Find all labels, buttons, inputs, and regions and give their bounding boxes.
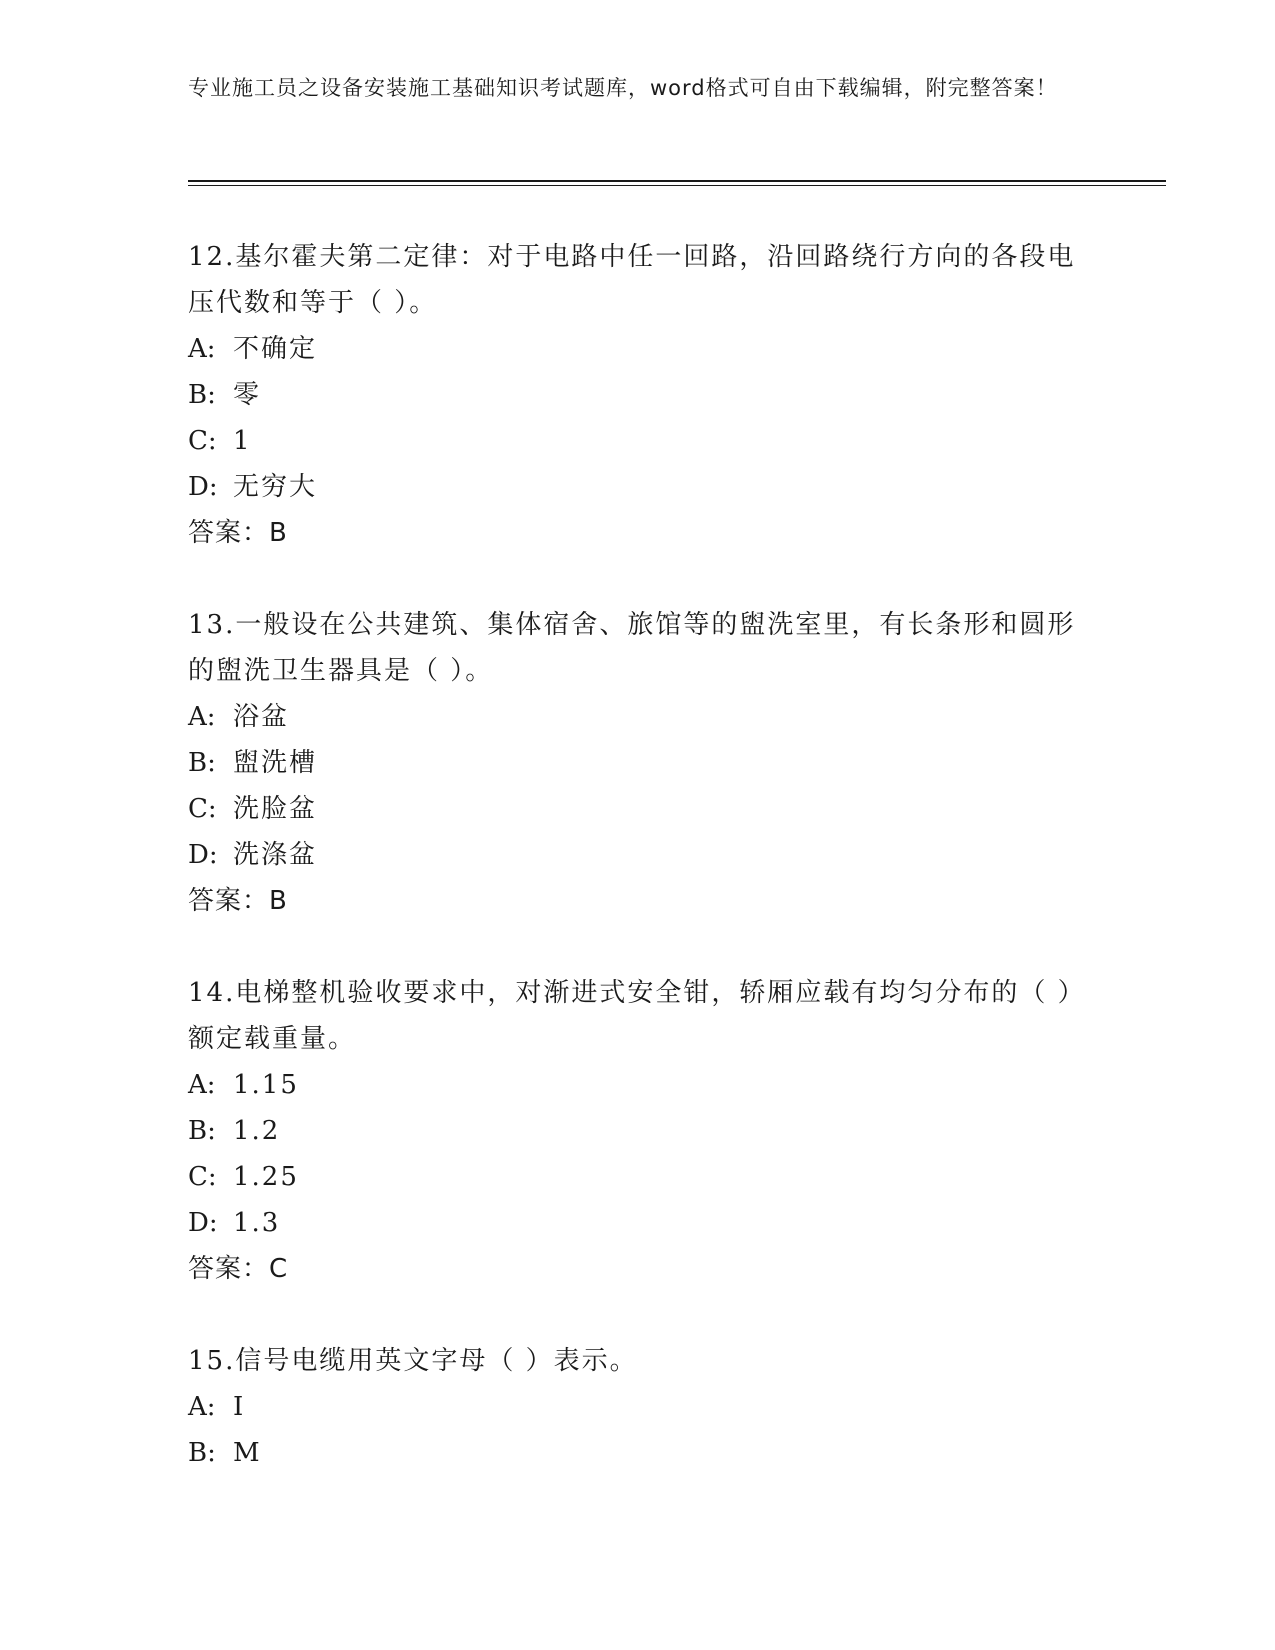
- answer-line: 答案：C: [188, 1254, 289, 1284]
- option-letter: A:: [188, 702, 216, 732]
- option-text: M: [233, 1438, 262, 1468]
- option-b: [188, 1430, 1088, 1476]
- question-stem: 13.一般设在公共建筑、集体宿舍、旅馆等的盥洗室里，有长条形和圆形的盥洗卫生器具是（ ）。: [188, 610, 1076, 686]
- option-text: 洗脸盆: [233, 794, 318, 824]
- option-text: 1: [233, 426, 252, 456]
- option-text: 盥洗槽: [233, 748, 318, 778]
- option-letter: D:: [188, 472, 218, 502]
- option-d: [188, 464, 1088, 510]
- option-c: [188, 786, 1088, 832]
- option-d: [188, 832, 1088, 878]
- question-stem: 15.信号电缆用英文字母（ ）表示。: [188, 1346, 638, 1376]
- option-text: 1.15: [233, 1070, 299, 1100]
- option-text: 1.25: [233, 1162, 299, 1192]
- option-a: [188, 1062, 1088, 1108]
- answer-line: 答案：B: [188, 886, 288, 916]
- option-b: [188, 372, 1088, 418]
- option-text: 不确定: [233, 334, 318, 364]
- option-b: [188, 1108, 1088, 1154]
- option-text: 1.3: [233, 1208, 281, 1238]
- option-c: [188, 418, 1088, 464]
- question-15: [188, 1338, 1088, 1476]
- option-letter: B:: [188, 748, 216, 778]
- option-letter: A:: [188, 1070, 216, 1100]
- option-b: [188, 740, 1088, 786]
- question-14: [188, 970, 1088, 1292]
- header-divider-thin: [188, 185, 1166, 186]
- option-letter: A:: [188, 334, 216, 364]
- answer-line: 答案：B: [188, 518, 288, 548]
- question-12: [188, 234, 1088, 556]
- option-letter: D:: [188, 1208, 218, 1238]
- option-text: 1.2: [233, 1116, 281, 1146]
- document-header: 专业施工员之设备安装施工基础知识考试题库，word格式可自由下载编辑，附完整答案！: [188, 76, 1058, 100]
- option-letter: C:: [188, 794, 217, 824]
- option-c: [188, 1154, 1088, 1200]
- option-text: 浴盆: [233, 702, 290, 732]
- option-text: I: [233, 1392, 246, 1422]
- question-stem: 14.电梯整机验收要求中，对渐进式安全钳，轿厢应载有均匀分布的（ ）额定载重量。: [188, 978, 1086, 1054]
- option-text: 零: [233, 380, 262, 410]
- header-divider-thick: [188, 180, 1166, 182]
- question-stem: 12.基尔霍夫第二定律：对于电路中任一回路，沿回路绕行方向的各段电压代数和等于（ ）。: [188, 242, 1076, 318]
- option-a: [188, 1384, 1088, 1430]
- option-text: 洗涤盆: [233, 840, 318, 870]
- option-letter: B:: [188, 1116, 216, 1146]
- option-letter: A:: [188, 1392, 216, 1422]
- option-letter: C:: [188, 426, 217, 456]
- option-letter: B:: [188, 1438, 216, 1468]
- option-letter: B:: [188, 380, 216, 410]
- option-d: [188, 1200, 1088, 1246]
- option-letter: C:: [188, 1162, 217, 1192]
- option-text: 无穷大: [233, 472, 318, 502]
- option-letter: D:: [188, 840, 218, 870]
- option-a: [188, 694, 1088, 740]
- question-13: [188, 602, 1088, 924]
- option-a: [188, 326, 1088, 372]
